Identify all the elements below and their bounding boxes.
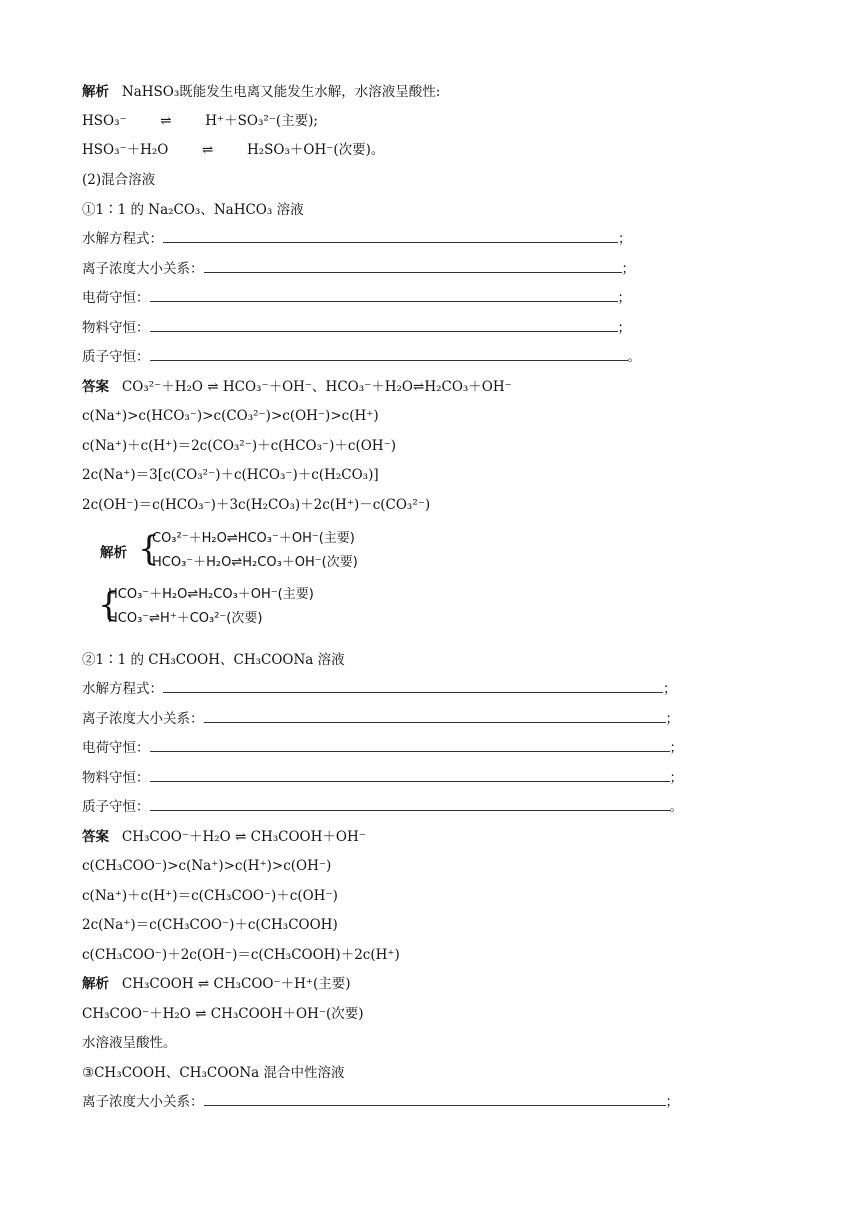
analysis-equation: HCO₃⁻＋H₂O⇌H₂CO₃＋OH⁻(主要) [108,587,314,602]
answer-line: c(CH₃COO⁻)>c(Na⁺)>c(H⁺)>c(OH⁻) [82,858,332,874]
left-brace-icon: { [98,585,120,625]
answer-blank[interactable] [150,347,628,361]
fill-field [82,318,631,338]
fill-field [82,768,683,788]
answer-text: CH₃COO⁻＋H₂O ⇌ CH₃COOH＋OH⁻ [121,829,366,845]
subsection-title: ①1∶1 的 Na₂CO₃、NaHCO₃ 溶液 [82,202,304,218]
analysis-label: 解析 [82,976,109,992]
answer-blank[interactable] [163,679,663,693]
analysis-text: CH₃COOH ⇌ CH₃COO⁻＋H⁺(主要) [121,976,351,992]
answer-blank[interactable] [150,797,670,811]
field-end: ； [663,681,677,697]
answer-blank[interactable] [150,768,670,782]
answer-line: c(CH₃COO⁻)＋2c(OH⁻)＝c(CH₃COOH)＋2c(H⁺) [82,947,400,963]
fill-field [82,259,635,279]
answer-line [82,827,366,847]
analysis-brace-group-1 [100,528,420,578]
answer-line: c(Na⁺)＋c(H⁺)＝c(CH₃COO⁻)＋c(OH⁻) [82,888,338,904]
field-label: 离子浓度大小关系： [82,711,204,727]
eq-right: H₂SO₃＋OH⁻(次要)。 [246,142,385,158]
answer-label: 答案 [82,379,109,395]
analysis-label: 解析 [82,84,109,100]
answer-label: 答案 [82,829,109,845]
field-label: 水解方程式： [82,681,163,697]
field-end: ； [617,320,631,336]
analysis-label: 解析 [100,545,127,561]
analysis-equation: HCO₃⁻⇌H⁺＋CO₃²⁻(次要) [108,611,263,626]
answer-blank[interactable] [204,259,622,273]
answer-blank[interactable] [204,709,666,723]
fill-field [82,709,679,729]
answer-blank[interactable] [150,318,618,332]
field-label: 物料守恒： [82,770,150,786]
analysis-intro [82,82,440,102]
field-end: ； [617,290,631,306]
analysis-equation: CO₃²⁻＋H₂O⇌HCO₃⁻＋OH⁻(主要) [152,531,355,546]
eq-left: HSO₃⁻ [82,113,127,129]
field-label: 质子守恒： [82,799,150,815]
field-label: 电荷守恒： [82,740,150,756]
analysis-equation: HCO₃⁻＋H₂O⇌H₂CO₃＋OH⁻(次要) [152,555,358,570]
left-brace-icon: { [138,529,160,569]
field-end: ； [618,231,632,247]
fill-field [82,797,683,817]
field-end: 。 [627,349,641,365]
answer-blank[interactable] [150,738,670,752]
equation-line [82,111,318,131]
field-end: ； [669,740,683,756]
field-label: 电荷守恒： [82,290,150,306]
analysis-brace-group-2 [98,584,418,634]
field-label: 水解方程式： [82,231,163,247]
analysis-line [82,974,351,994]
eq-arrow: ⇌ [202,142,214,158]
answer-blank[interactable] [163,229,618,243]
field-end: ； [621,261,635,277]
field-label: 质子守恒： [82,349,150,365]
answer-line: c(Na⁺)＋c(H⁺)＝2c(CO₃²⁻)＋c(HCO₃⁻)＋c(OH⁻) [82,438,396,454]
field-label: 离子浓度大小关系： [82,1094,204,1110]
fill-field [82,347,641,367]
analysis-line: 水溶液呈酸性。 [82,1035,177,1051]
field-end: ； [665,1094,679,1110]
field-end: ； [669,770,683,786]
field-end: 。 [669,799,683,815]
fill-field [82,679,677,699]
answer-text: CO₃²⁻＋H₂O ⇌ HCO₃⁻＋OH⁻、HCO₃⁻＋H₂O⇌H₂CO₃＋OH⁻ [121,379,512,395]
subsection-title: ③CH₃COOH、CH₃COONa 混合中性溶液 [82,1065,345,1081]
eq-arrow: ⇌ [160,113,172,129]
answer-line: c(Na⁺)>c(HCO₃⁻)>c(CO₃²⁻)>c(OH⁻)>c(H⁺) [82,408,379,424]
answer-blank[interactable] [204,1092,666,1106]
fill-field [82,738,683,758]
field-end: ； [665,711,679,727]
fill-field [82,229,632,249]
subsection-title: ②1∶1 的 CH₃COOH、CH₃COONa 溶液 [82,652,345,668]
field-label: 物料守恒： [82,320,150,336]
answer-blank[interactable] [150,288,618,302]
field-label: 离子浓度大小关系： [82,261,204,277]
answer-line: 2c(OH⁻)＝c(HCO₃⁻)＋3c(H₂CO₃)＋2c(H⁺)－c(CO₃²⁻) [82,497,431,513]
section-title: (2)混合溶液 [82,172,156,188]
analysis-line: CH₃COO⁻＋H₂O ⇌ CH₃COOH＋OH⁻(次要) [82,1006,364,1022]
fill-field [82,288,631,308]
answer-line: 2c(Na⁺)＝3[c(CO₃²⁻)＋c(HCO₃⁻)＋c(H₂CO₃)] [82,467,379,483]
eq-left: HSO₃⁻＋H₂O [82,142,169,158]
answer-line [82,377,512,397]
eq-right: H⁺＋SO₃²⁻(主要); [205,113,318,129]
answer-line: 2c(Na⁺)＝c(CH₃COO⁻)＋c(CH₃COOH) [82,917,338,933]
fill-field [82,1092,679,1112]
analysis-text: NaHSO₃既能发生电离又能发生水解，水溶液呈酸性: [121,84,441,100]
equation-line [82,140,384,160]
